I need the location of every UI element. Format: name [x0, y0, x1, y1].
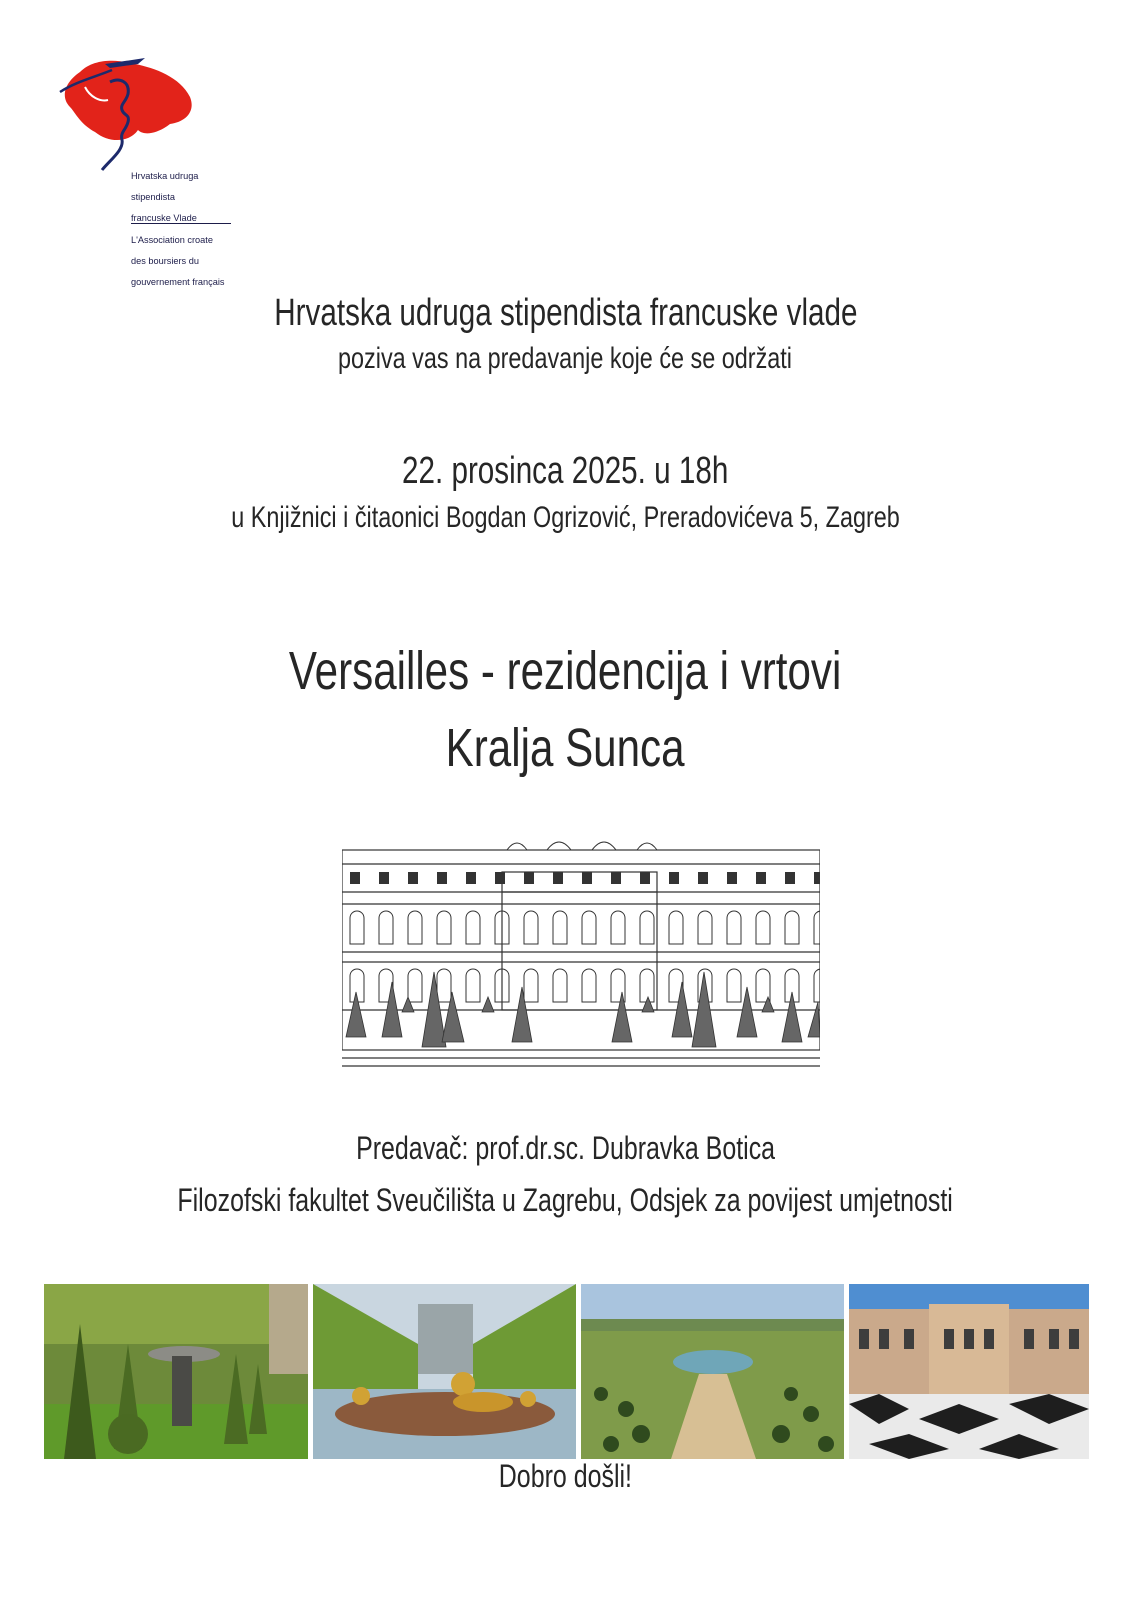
invitation-text: poziva vas na predavanje koje će se održati [338, 342, 793, 375]
marble-courtyard-photo [849, 1284, 1089, 1459]
organization-heading: Hrvatska udruga stipendista francuske vlade [273, 292, 858, 334]
marble-courtyard-icon [849, 1284, 1089, 1459]
lecturer-line: Predavač: prof.dr.sc. Dubravka Botica [356, 1130, 775, 1166]
palace-facade-icon [342, 832, 820, 1074]
parterre-garden-icon [581, 1284, 844, 1459]
logo-name-hr-1: Hrvatska udruga [131, 170, 199, 181]
garden-topiary-photo [44, 1284, 308, 1459]
logo-name-fr-3: gouvernement français [131, 276, 225, 287]
palace-facade-drawing [342, 832, 820, 1074]
lecture-title-line2: Kralja Sunca [446, 718, 685, 778]
event-date-time: 22. prosinca 2025. u 18h [402, 450, 729, 492]
orangerie-parterre-photo [581, 1284, 844, 1459]
golden-fountain-icon [313, 1284, 576, 1459]
lecture-title-line1: Versailles - rezidencija i vrtovi [289, 641, 842, 701]
logo-name-fr-1: L'Association croate [131, 234, 213, 245]
logo-name-hr-2: stipendista [131, 191, 175, 202]
affiliation-line: Filozofski fakultet Sveučilišta u Zagrebu, Odsjek za povijest umjetnosti [177, 1182, 954, 1218]
logo-emblem-icon [50, 52, 200, 172]
logo-name-fr-2: des boursiers du [131, 255, 199, 266]
welcome-text: Dobro došli! [498, 1458, 633, 1494]
logo-name-hr-3: francuske Vlade [131, 212, 197, 223]
golden-fountain-photo [313, 1284, 576, 1459]
event-venue: u Knjižnici i čitaonici Bogdan Ogrizović, Preradovićeva 5, Zagreb [231, 501, 900, 534]
topiary-fountain-icon [44, 1284, 308, 1459]
logo-caption [131, 160, 261, 287]
logo-divider [131, 223, 231, 224]
